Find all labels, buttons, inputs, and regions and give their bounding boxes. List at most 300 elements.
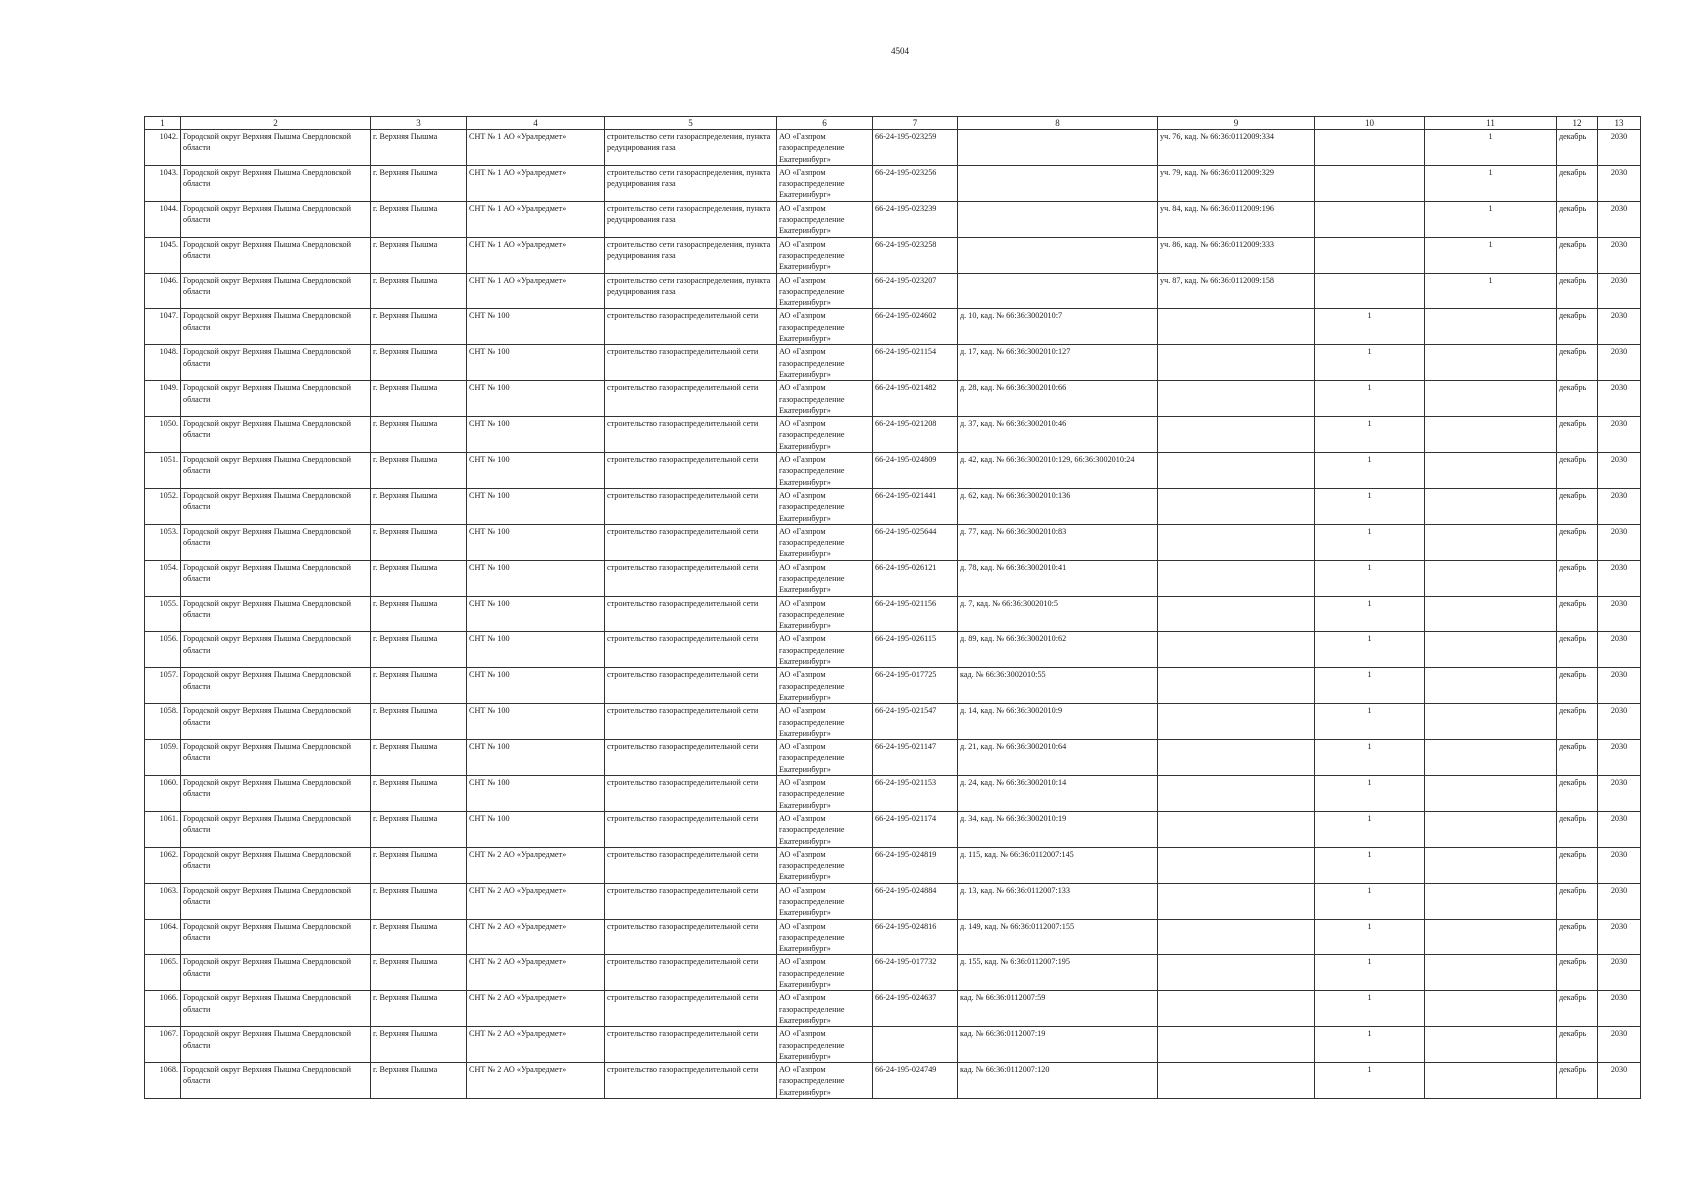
object-cell: СНТ № 100: [467, 704, 605, 740]
district-cell: Городской округ Верхняя Пышма Свердловской области: [181, 130, 371, 166]
house-cadastral-cell: д. 155, кад. № 6:36:0112007:195: [958, 955, 1158, 991]
organization-cell: АО «Газпром газораспределение Екатеринбург»: [777, 453, 873, 489]
month-cell: декабрь: [1557, 1063, 1598, 1099]
locality-cell: г. Верхняя Пышма: [371, 596, 467, 632]
house-cadastral-cell: д. 149, кад. № 66:36:0112007:155: [958, 919, 1158, 955]
house-cadastral-cell: д. 21, кад. № 66:36:3002010:64: [958, 740, 1158, 776]
object-cell: СНТ № 2 АО «Уралредмет»: [467, 991, 605, 1027]
object-cell: СНТ № 100: [467, 668, 605, 704]
organization-cell: АО «Газпром газораспределение Екатеринбург»: [777, 847, 873, 883]
row-number: 1068.: [145, 1063, 181, 1099]
organization-cell: АО «Газпром газораспределение Екатеринбург»: [777, 955, 873, 991]
work-description-cell: строительство газораспределительной сети: [605, 704, 777, 740]
object-cell: СНТ № 2 АО «Уралредмет»: [467, 883, 605, 919]
organization-cell: АО «Газпром газораспределение Екатеринбург»: [777, 668, 873, 704]
work-description-cell: строительство газораспределительной сети: [605, 776, 777, 812]
count-col10-cell: 1: [1315, 488, 1425, 524]
district-cell: Городской округ Верхняя Пышма Свердловской области: [181, 883, 371, 919]
count-col11-cell: 1: [1425, 201, 1557, 237]
plot-cadastral-cell: [1158, 668, 1315, 704]
table-row: [145, 811, 1641, 847]
object-cell: СНТ № 1 АО «Уралредмет»: [467, 273, 605, 309]
district-cell: Городской округ Верхняя Пышма Свердловской области: [181, 345, 371, 381]
table-row: [145, 847, 1641, 883]
district-cell: Городской округ Верхняя Пышма Свердловской области: [181, 201, 371, 237]
object-cell: СНТ № 100: [467, 632, 605, 668]
work-description-cell: строительство газораспределительной сети: [605, 381, 777, 417]
locality-cell: г. Верхняя Пышма: [371, 130, 467, 166]
house-cadastral-cell: д. 89, кад. № 66:36:3002010:62: [958, 632, 1158, 668]
locality-cell: г. Верхняя Пышма: [371, 453, 467, 489]
row-number: 1050.: [145, 417, 181, 453]
organization-cell: АО «Газпром газораспределение Екатеринбург»: [777, 488, 873, 524]
house-cadastral-cell: д. 78, кад. № 66:36:3002010:41: [958, 560, 1158, 596]
row-number: 1046.: [145, 273, 181, 309]
organization-cell: АО «Газпром газораспределение Екатеринбург»: [777, 740, 873, 776]
object-cell: СНТ № 100: [467, 776, 605, 812]
organization-cell: АО «Газпром газораспределение Екатеринбург»: [777, 883, 873, 919]
month-cell: декабрь: [1557, 847, 1598, 883]
month-cell: декабрь: [1557, 237, 1598, 273]
month-cell: декабрь: [1557, 740, 1598, 776]
year-cell: 2030: [1598, 524, 1641, 560]
year-cell: 2030: [1598, 130, 1641, 166]
request-code-cell: 66-24-195-024819: [873, 847, 958, 883]
plot-cadastral-cell: [1158, 453, 1315, 489]
year-cell: 2030: [1598, 668, 1641, 704]
district-cell: Городской округ Верхняя Пышма Свердловской области: [181, 847, 371, 883]
year-cell: 2030: [1598, 955, 1641, 991]
locality-cell: г. Верхняя Пышма: [371, 381, 467, 417]
work-description-cell: строительство газораспределительной сети: [605, 668, 777, 704]
locality-cell: г. Верхняя Пышма: [371, 560, 467, 596]
count-col11-cell: 1: [1425, 237, 1557, 273]
district-cell: Городской округ Верхняя Пышма Свердловской области: [181, 1063, 371, 1099]
district-cell: Городской округ Верхняя Пышма Свердловской области: [181, 488, 371, 524]
table-row: [145, 1027, 1641, 1063]
locality-cell: г. Верхняя Пышма: [371, 1027, 467, 1063]
table-row: [145, 668, 1641, 704]
work-description-cell: строительство газораспределительной сети: [605, 883, 777, 919]
plot-cadastral-cell: [1158, 776, 1315, 812]
object-cell: СНТ № 100: [467, 309, 605, 345]
count-col10-cell: 1: [1315, 776, 1425, 812]
request-code-cell: 66-24-195-024884: [873, 883, 958, 919]
count-col11-cell: 1: [1425, 130, 1557, 166]
object-cell: СНТ № 100: [467, 811, 605, 847]
month-cell: декабрь: [1557, 345, 1598, 381]
count-col11-cell: [1425, 811, 1557, 847]
count-col10-cell: 1: [1315, 668, 1425, 704]
year-cell: 2030: [1598, 596, 1641, 632]
table-row: [145, 453, 1641, 489]
district-cell: Городской округ Верхняя Пышма Свердловской области: [181, 381, 371, 417]
plot-cadastral-cell: [1158, 417, 1315, 453]
month-cell: декабрь: [1557, 488, 1598, 524]
locality-cell: г. Верхняя Пышма: [371, 955, 467, 991]
count-col10-cell: 1: [1315, 847, 1425, 883]
registry-table: [144, 116, 1641, 1099]
year-cell: 2030: [1598, 309, 1641, 345]
column-header-11: 11: [1425, 117, 1557, 130]
count-col10-cell: 1: [1315, 309, 1425, 345]
organization-cell: АО «Газпром газораспределение Екатеринбург»: [777, 237, 873, 273]
column-header-3: 3: [371, 117, 467, 130]
district-cell: Городской округ Верхняя Пышма Свердловской области: [181, 991, 371, 1027]
page-number: 4504: [891, 46, 909, 56]
object-cell: СНТ № 100: [467, 417, 605, 453]
table-row: [145, 1063, 1641, 1099]
count-col11-cell: [1425, 596, 1557, 632]
plot-cadastral-cell: уч. 79, кад. № 66:36:0112009:329: [1158, 165, 1315, 201]
house-cadastral-cell: [958, 273, 1158, 309]
locality-cell: г. Верхняя Пышма: [371, 345, 467, 381]
request-code-cell: 66-24-195-021208: [873, 417, 958, 453]
organization-cell: АО «Газпром газораспределение Екатеринбург»: [777, 417, 873, 453]
year-cell: 2030: [1598, 165, 1641, 201]
count-col11-cell: [1425, 776, 1557, 812]
house-cadastral-cell: д. 17, кад. № 66:36:3002010:127: [958, 345, 1158, 381]
request-code-cell: 66-24-195-021482: [873, 381, 958, 417]
district-cell: Городской округ Верхняя Пышма Свердловской области: [181, 1027, 371, 1063]
year-cell: 2030: [1598, 560, 1641, 596]
table-row: [145, 632, 1641, 668]
month-cell: декабрь: [1557, 955, 1598, 991]
column-header-10: 10: [1315, 117, 1425, 130]
request-code-cell: 66-24-195-024816: [873, 919, 958, 955]
plot-cadastral-cell: [1158, 919, 1315, 955]
district-cell: Городской округ Верхняя Пышма Свердловской области: [181, 417, 371, 453]
month-cell: декабрь: [1557, 165, 1598, 201]
count-col11-cell: [1425, 632, 1557, 668]
column-header-5: 5: [605, 117, 777, 130]
organization-cell: АО «Газпром газораспределение Екатеринбург»: [777, 991, 873, 1027]
work-description-cell: строительство сети газораспределения, пункта редуцирования газа: [605, 130, 777, 166]
count-col11-cell: [1425, 668, 1557, 704]
organization-cell: АО «Газпром газораспределение Екатеринбург»: [777, 1063, 873, 1099]
table-row: [145, 524, 1641, 560]
district-cell: Городской округ Верхняя Пышма Свердловской области: [181, 632, 371, 668]
plot-cadastral-cell: [1158, 811, 1315, 847]
count-col10-cell: [1315, 201, 1425, 237]
request-code-cell: 66-24-195-025644: [873, 524, 958, 560]
work-description-cell: строительство сети газораспределения, пункта редуцирования газа: [605, 201, 777, 237]
request-code-cell: [873, 1027, 958, 1063]
organization-cell: АО «Газпром газораспределение Екатеринбург»: [777, 632, 873, 668]
house-cadastral-cell: д. 37, кад. № 66:36:3002010:46: [958, 417, 1158, 453]
count-col11-cell: 1: [1425, 165, 1557, 201]
object-cell: СНТ № 2 АО «Уралредмет»: [467, 847, 605, 883]
table-row: [145, 776, 1641, 812]
count-col10-cell: 1: [1315, 345, 1425, 381]
work-description-cell: строительство газораспределительной сети: [605, 524, 777, 560]
year-cell: 2030: [1598, 488, 1641, 524]
request-code-cell: 66-24-195-026115: [873, 632, 958, 668]
house-cadastral-cell: кад. № 66:36:0112007:19: [958, 1027, 1158, 1063]
count-col11-cell: [1425, 309, 1557, 345]
house-cadastral-cell: д. 34, кад. № 66:36:3002010:19: [958, 811, 1158, 847]
month-cell: декабрь: [1557, 201, 1598, 237]
house-cadastral-cell: д. 42, кад. № 66:36:3002010:129, 66:36:3002010:24: [958, 453, 1158, 489]
column-header-13: 13: [1598, 117, 1641, 130]
district-cell: Городской округ Верхняя Пышма Свердловской области: [181, 453, 371, 489]
object-cell: СНТ № 2 АО «Уралредмет»: [467, 1063, 605, 1099]
row-number: 1063.: [145, 883, 181, 919]
row-number: 1056.: [145, 632, 181, 668]
request-code-cell: 66-24-195-023207: [873, 273, 958, 309]
plot-cadastral-cell: [1158, 883, 1315, 919]
locality-cell: г. Верхняя Пышма: [371, 847, 467, 883]
request-code-cell: 66-24-195-017725: [873, 668, 958, 704]
request-code-cell: 66-24-195-021147: [873, 740, 958, 776]
table-row: [145, 919, 1641, 955]
house-cadastral-cell: д. 13, кад. № 66:36:0112007:133: [958, 883, 1158, 919]
district-cell: Городской округ Верхняя Пышма Свердловской области: [181, 811, 371, 847]
count-col11-cell: 1: [1425, 273, 1557, 309]
work-description-cell: строительство газораспределительной сети: [605, 309, 777, 345]
work-description-cell: строительство газораспределительной сети: [605, 740, 777, 776]
work-description-cell: строительство газораспределительной сети: [605, 991, 777, 1027]
year-cell: 2030: [1598, 811, 1641, 847]
district-cell: Городской округ Верхняя Пышма Свердловской области: [181, 776, 371, 812]
organization-cell: АО «Газпром газораспределение Екатеринбург»: [777, 1027, 873, 1063]
row-number: 1053.: [145, 524, 181, 560]
district-cell: Городской округ Верхняя Пышма Свердловской области: [181, 919, 371, 955]
work-description-cell: строительство газораспределительной сети: [605, 1027, 777, 1063]
row-number: 1065.: [145, 955, 181, 991]
month-cell: декабрь: [1557, 704, 1598, 740]
work-description-cell: строительство сети газораспределения, пункта редуцирования газа: [605, 237, 777, 273]
plot-cadastral-cell: [1158, 596, 1315, 632]
count-col10-cell: 1: [1315, 524, 1425, 560]
count-col11-cell: [1425, 883, 1557, 919]
plot-cadastral-cell: [1158, 309, 1315, 345]
plot-cadastral-cell: [1158, 991, 1315, 1027]
count-col10-cell: [1315, 130, 1425, 166]
table-row: [145, 165, 1641, 201]
table-row: [145, 345, 1641, 381]
count-col10-cell: 1: [1315, 919, 1425, 955]
request-code-cell: 66-24-195-021547: [873, 704, 958, 740]
plot-cadastral-cell: уч. 86, кад. № 66:36:0112009:333: [1158, 237, 1315, 273]
row-number: 1052.: [145, 488, 181, 524]
year-cell: 2030: [1598, 919, 1641, 955]
organization-cell: АО «Газпром газораспределение Екатеринбург»: [777, 596, 873, 632]
table-row: [145, 237, 1641, 273]
count-col10-cell: 1: [1315, 883, 1425, 919]
table-row: [145, 381, 1641, 417]
request-code-cell: 66-24-195-024602: [873, 309, 958, 345]
table-row: [145, 596, 1641, 632]
house-cadastral-cell: кад. № 66:36:0112007:59: [958, 991, 1158, 1027]
month-cell: декабрь: [1557, 668, 1598, 704]
request-code-cell: 66-24-195-017732: [873, 955, 958, 991]
table-row: [145, 273, 1641, 309]
month-cell: декабрь: [1557, 883, 1598, 919]
object-cell: СНТ № 100: [467, 740, 605, 776]
object-cell: СНТ № 100: [467, 488, 605, 524]
object-cell: СНТ № 100: [467, 381, 605, 417]
locality-cell: г. Верхняя Пышма: [371, 273, 467, 309]
month-cell: декабрь: [1557, 417, 1598, 453]
year-cell: 2030: [1598, 776, 1641, 812]
count-col10-cell: 1: [1315, 955, 1425, 991]
object-cell: СНТ № 1 АО «Уралредмет»: [467, 130, 605, 166]
organization-cell: АО «Газпром газораспределение Екатеринбург»: [777, 130, 873, 166]
month-cell: декабрь: [1557, 381, 1598, 417]
count-col11-cell: [1425, 847, 1557, 883]
month-cell: декабрь: [1557, 130, 1598, 166]
organization-cell: АО «Газпром газораспределение Екатеринбург»: [777, 273, 873, 309]
locality-cell: г. Верхняя Пышма: [371, 919, 467, 955]
house-cadastral-cell: [958, 165, 1158, 201]
count-col10-cell: [1315, 273, 1425, 309]
table-body: [145, 130, 1641, 1099]
plot-cadastral-cell: [1158, 847, 1315, 883]
row-number: 1057.: [145, 668, 181, 704]
work-description-cell: строительство газораспределительной сети: [605, 560, 777, 596]
request-code-cell: 66-24-195-024749: [873, 1063, 958, 1099]
plot-cadastral-cell: [1158, 1063, 1315, 1099]
request-code-cell: 66-24-195-024637: [873, 991, 958, 1027]
request-code-cell: 66-24-195-021153: [873, 776, 958, 812]
district-cell: Городской округ Верхняя Пышма Свердловской области: [181, 309, 371, 345]
table-row: [145, 955, 1641, 991]
count-col10-cell: 1: [1315, 560, 1425, 596]
plot-cadastral-cell: [1158, 381, 1315, 417]
column-header-1: 1: [145, 117, 181, 130]
locality-cell: г. Верхняя Пышма: [371, 237, 467, 273]
locality-cell: г. Верхняя Пышма: [371, 704, 467, 740]
organization-cell: АО «Газпром газораспределение Екатеринбург»: [777, 560, 873, 596]
column-header-7: 7: [873, 117, 958, 130]
year-cell: 2030: [1598, 847, 1641, 883]
object-cell: СНТ № 2 АО «Уралредмет»: [467, 1027, 605, 1063]
count-col10-cell: 1: [1315, 417, 1425, 453]
table-row: [145, 201, 1641, 237]
row-number: 1064.: [145, 919, 181, 955]
month-cell: декабрь: [1557, 632, 1598, 668]
row-number: 1044.: [145, 201, 181, 237]
house-cadastral-cell: д. 28, кад. № 66:36:3002010:66: [958, 381, 1158, 417]
house-cadastral-cell: кад. № 66:36:3002010:55: [958, 668, 1158, 704]
house-cadastral-cell: д. 24, кад. № 66:36:3002010:14: [958, 776, 1158, 812]
count-col10-cell: 1: [1315, 1027, 1425, 1063]
house-cadastral-cell: кад. № 66:36:0112007:120: [958, 1063, 1158, 1099]
work-description-cell: строительство сети газораспределения, пункта редуцирования газа: [605, 165, 777, 201]
locality-cell: г. Верхняя Пышма: [371, 1063, 467, 1099]
column-header-2: 2: [181, 117, 371, 130]
district-cell: Городской округ Верхняя Пышма Свердловской области: [181, 740, 371, 776]
request-code-cell: 66-24-195-021156: [873, 596, 958, 632]
object-cell: СНТ № 2 АО «Уралредмет»: [467, 919, 605, 955]
table-row: [145, 130, 1641, 166]
count-col10-cell: 1: [1315, 632, 1425, 668]
district-cell: Городской округ Верхняя Пышма Свердловской области: [181, 955, 371, 991]
month-cell: декабрь: [1557, 991, 1598, 1027]
count-col11-cell: [1425, 704, 1557, 740]
locality-cell: г. Верхняя Пышма: [371, 309, 467, 345]
organization-cell: АО «Газпром газораспределение Екатеринбург»: [777, 704, 873, 740]
organization-cell: АО «Газпром газораспределение Екатеринбург»: [777, 345, 873, 381]
month-cell: декабрь: [1557, 811, 1598, 847]
locality-cell: г. Верхняя Пышма: [371, 740, 467, 776]
object-cell: СНТ № 100: [467, 560, 605, 596]
house-cadastral-cell: [958, 130, 1158, 166]
year-cell: 2030: [1598, 417, 1641, 453]
request-code-cell: 66-24-195-023239: [873, 201, 958, 237]
district-cell: Городской округ Верхняя Пышма Свердловской области: [181, 165, 371, 201]
month-cell: декабрь: [1557, 273, 1598, 309]
work-description-cell: строительство газораспределительной сети: [605, 488, 777, 524]
district-cell: Городской округ Верхняя Пышма Свердловской области: [181, 237, 371, 273]
row-number: 1047.: [145, 309, 181, 345]
row-number: 1067.: [145, 1027, 181, 1063]
house-cadastral-cell: д. 77, кад. № 66:36:3002010:83: [958, 524, 1158, 560]
work-description-cell: строительство газораспределительной сети: [605, 453, 777, 489]
month-cell: декабрь: [1557, 919, 1598, 955]
table-row: [145, 309, 1641, 345]
table-row: [145, 704, 1641, 740]
work-description-cell: строительство газораспределительной сети: [605, 919, 777, 955]
row-number: 1051.: [145, 453, 181, 489]
table-row: [145, 991, 1641, 1027]
organization-cell: АО «Газпром газораспределение Екатеринбург»: [777, 381, 873, 417]
count-col10-cell: 1: [1315, 596, 1425, 632]
house-cadastral-cell: д. 7, кад. № 66:36:3002010:5: [958, 596, 1158, 632]
work-description-cell: строительство газораспределительной сети: [605, 955, 777, 991]
table-row: [145, 488, 1641, 524]
locality-cell: г. Верхняя Пышма: [371, 417, 467, 453]
month-cell: декабрь: [1557, 1027, 1598, 1063]
work-description-cell: строительство газораспределительной сети: [605, 1063, 777, 1099]
plot-cadastral-cell: [1158, 955, 1315, 991]
district-cell: Городской округ Верхняя Пышма Свердловской области: [181, 524, 371, 560]
object-cell: СНТ № 100: [467, 524, 605, 560]
district-cell: Городской округ Верхняя Пышма Свердловской области: [181, 273, 371, 309]
count-col11-cell: [1425, 417, 1557, 453]
count-col11-cell: [1425, 740, 1557, 776]
count-col10-cell: 1: [1315, 453, 1425, 489]
request-code-cell: 66-24-195-023259: [873, 130, 958, 166]
count-col10-cell: 1: [1315, 381, 1425, 417]
row-number: 1045.: [145, 237, 181, 273]
year-cell: 2030: [1598, 740, 1641, 776]
row-number: 1058.: [145, 704, 181, 740]
plot-cadastral-cell: уч. 84, кад. № 66:36:0112009:196: [1158, 201, 1315, 237]
object-cell: СНТ № 1 АО «Уралредмет»: [467, 201, 605, 237]
table-row: [145, 417, 1641, 453]
count-col10-cell: 1: [1315, 1063, 1425, 1099]
count-col11-cell: [1425, 1063, 1557, 1099]
year-cell: 2030: [1598, 237, 1641, 273]
district-cell: Городской округ Верхняя Пышма Свердловской области: [181, 704, 371, 740]
plot-cadastral-cell: [1158, 740, 1315, 776]
work-description-cell: строительство газораспределительной сети: [605, 345, 777, 381]
organization-cell: АО «Газпром газораспределение Екатеринбург»: [777, 309, 873, 345]
plot-cadastral-cell: [1158, 488, 1315, 524]
house-cadastral-cell: д. 62, кад. № 66:36:3002010:136: [958, 488, 1158, 524]
year-cell: 2030: [1598, 1063, 1641, 1099]
year-cell: 2030: [1598, 381, 1641, 417]
year-cell: 2030: [1598, 453, 1641, 489]
house-cadastral-cell: д. 10, кад. № 66:36:3002010:7: [958, 309, 1158, 345]
month-cell: декабрь: [1557, 309, 1598, 345]
district-cell: Городской округ Верхняя Пышма Свердловской области: [181, 560, 371, 596]
row-number: 1055.: [145, 596, 181, 632]
locality-cell: г. Верхняя Пышма: [371, 524, 467, 560]
organization-cell: АО «Газпром газораспределение Екатеринбург»: [777, 524, 873, 560]
